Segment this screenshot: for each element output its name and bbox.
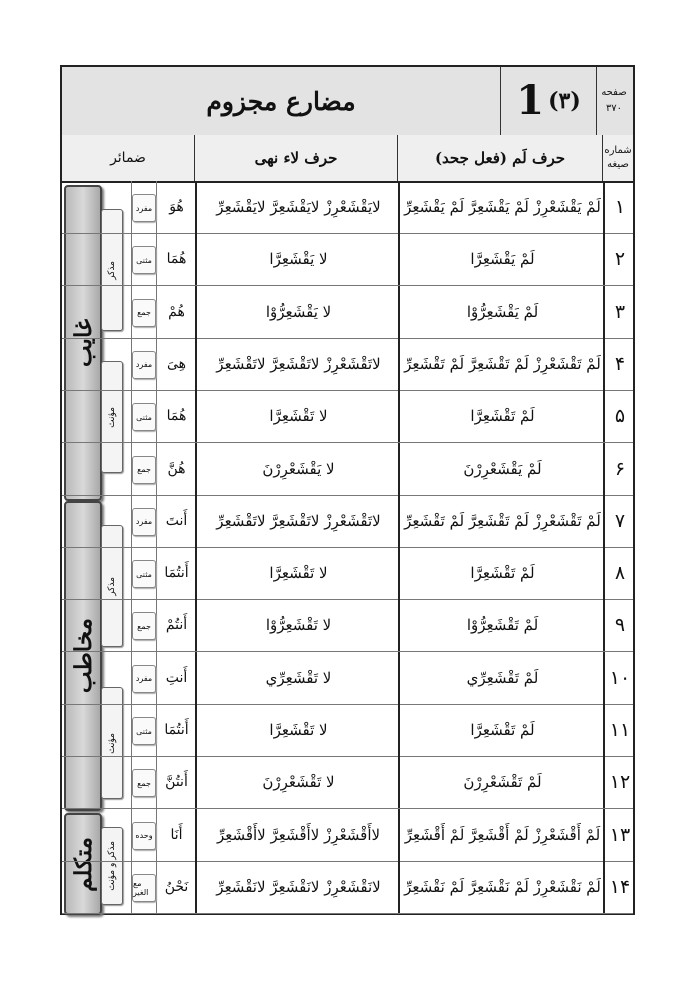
table-row: [62, 443, 633, 496]
pronoun: أَنتُمَا: [156, 704, 196, 756]
row-number: ١١: [603, 704, 635, 756]
lam-form: لَمْ تَقْشَعْرِزْ لَمْ تَقْشَعِرَّ لَمْ تَقْشَعِرِّ: [398, 338, 605, 390]
row-number: ١٠: [603, 652, 635, 704]
number-tag: جمع: [132, 456, 156, 484]
page-number: ٣٧٠: [605, 103, 623, 114]
pronoun: أَنَا: [156, 809, 196, 861]
number-tag: وحده: [132, 822, 156, 850]
nahi-form: لا يَقْشَعِرَّا: [195, 233, 400, 285]
number-tag: مفرد: [132, 351, 156, 379]
table-row: [62, 390, 633, 443]
table-row: [62, 704, 633, 757]
nahi-form: لايَقْشَعْرِزْ لايَقْشَعِرَّ لايَقْشَعِرِّ: [195, 181, 400, 233]
lam-form: لَمْ يَقْشَعِرَّا: [398, 233, 605, 285]
header-lam: حرف لَم (فعل جحد): [398, 135, 603, 181]
nahi-form: لا تَقْشَعِرَّا: [195, 390, 400, 442]
number-tag: مثنی: [132, 560, 156, 588]
group-mutakallim: متکلم: [64, 813, 102, 915]
page-title: مضارع مجزوم: [206, 86, 356, 116]
header-number-1: شماره: [604, 145, 632, 156]
pronoun: هُمْ: [156, 286, 196, 338]
page-number-box: [595, 67, 633, 135]
row-number: ١٢: [603, 756, 635, 808]
column-headers: [62, 135, 633, 183]
table-row: [62, 756, 633, 809]
nahi-form: لاأَقْشَعْرِزْ لاأَقْشَعِرَّ لاأَقْشَعِرِّ: [195, 809, 400, 861]
pronoun: نَحْنُ: [156, 861, 196, 913]
lam-form: لَمْ يَقْشَعْرِزْ لَمْ يَقْشَعِرَّ لَمْ يَقْشَعِرِّ: [398, 181, 605, 233]
number-tag: مثنی: [132, 403, 156, 431]
pronoun: أَنتُمَا: [156, 547, 196, 599]
table-row: [62, 181, 633, 234]
row-number: ٧: [603, 495, 635, 547]
pronoun: أَنتُنَّ: [156, 756, 196, 808]
nahi-form: لا تَقْشَعِرِّي: [195, 652, 400, 704]
nahi-form: لاتَقْشَعْرِزْ لاتَقْشَعِرَّ لاتَقْشَعِرِّ: [195, 338, 400, 390]
pronoun: هُنَّ: [156, 443, 196, 495]
gender-mudhakkar-2: مذکر: [101, 525, 123, 647]
nahi-form: لا تَقْشَعِرُّوْا: [195, 599, 400, 651]
pronoun: أَنتَ: [156, 495, 196, 547]
lam-form: لَمْ تَقْشَعِرِّي: [398, 652, 605, 704]
number-tag: مثنی: [132, 717, 156, 745]
number-tag: مثنی: [132, 246, 156, 274]
header-number: [603, 135, 633, 181]
conjugation-table: [60, 65, 635, 915]
header-number-2: صیغه: [607, 159, 629, 170]
number-tag: جمع: [132, 612, 156, 640]
pronoun: هُوَ: [156, 181, 196, 233]
number-tag: مع الغیر: [132, 874, 156, 902]
gender-muannath-1: مؤنث: [101, 361, 123, 473]
row-number: ١۴: [603, 861, 635, 913]
table-row: [62, 547, 633, 600]
pronoun: أَنتِ: [156, 652, 196, 704]
number-tag: مفرد: [132, 508, 156, 536]
lam-form: لَمْ تَقْشَعْرِرْنَ: [398, 756, 605, 808]
row-number: ۴: [603, 338, 635, 390]
table-row: [62, 809, 633, 862]
pronoun: أَنتُمْ: [156, 599, 196, 651]
row-number: ۶: [603, 443, 635, 495]
lesson-sub: (٣): [548, 88, 581, 114]
nahi-form: لا يَقْشَعِرُّوْا: [195, 286, 400, 338]
lam-form: لَمْ يَقْشَعِرُّوْا: [398, 286, 605, 338]
page-label: صفحه: [601, 87, 627, 98]
nahi-form: لاتَقْشَعْرِزْ لاتَقْشَعِرَّ لاتَقْشَعِرِّ: [195, 495, 400, 547]
number-tag: جمع: [132, 769, 156, 797]
lam-form: لَمْ تَقْشَعِرَّا: [398, 704, 605, 756]
number-tag: مفرد: [132, 194, 156, 222]
nahi-form: لا يَقْشَعْرِرْنَ: [195, 443, 400, 495]
title-bar: [62, 67, 633, 137]
lam-form: لَمْ تَقْشَعْرِزْ لَمْ تَقْشَعِرَّ لَمْ تَقْشَعِرِّ: [398, 495, 605, 547]
row-number: ١: [603, 181, 635, 233]
row-number: ٢: [603, 233, 635, 285]
gender-muannath-2: مؤنث: [101, 687, 123, 799]
pronoun: هُمَا: [156, 390, 196, 442]
row-number: ٩: [603, 599, 635, 651]
pronoun: هُمَا: [156, 233, 196, 285]
lam-form: لَمْ نَقْشَعْرِزْ لَمْ نَقْشَعِرَّ لَمْ نَقْشَعِرِّ: [398, 861, 605, 913]
table-row: [62, 652, 633, 705]
lam-form: لَمْ أَقْشَعْرِزْ لَمْ أَقْشَعِرَّ لَمْ أَقْشَعِرِّ: [398, 809, 605, 861]
row-number: ١٣: [603, 809, 635, 861]
header-nahi: حرف لاء نهی: [195, 135, 398, 181]
nahi-form: لا تَقْشَعِرَّا: [195, 547, 400, 599]
group-mukhatab: مخاطب: [64, 501, 102, 811]
nahi-form: لا تَقْشَعْرِرْنَ: [195, 756, 400, 808]
table-row: [62, 338, 633, 391]
table-row: [62, 599, 633, 652]
lam-form: لَمْ تَقْشَعِرَّا: [398, 547, 605, 599]
lesson-main: 1: [516, 77, 545, 124]
number-tag: جمع: [132, 299, 156, 327]
row-number: ۵: [603, 390, 635, 442]
gender-both: مذکر و مؤنث: [101, 827, 123, 905]
table-row: [62, 233, 633, 286]
row-number: ٣: [603, 286, 635, 338]
pronoun: هِیَ: [156, 338, 196, 390]
lam-form: لَمْ تَقْشَعِرَّا: [398, 390, 605, 442]
nahi-form: لا تَقْشَعِرَّا: [195, 704, 400, 756]
row-number: ٨: [603, 547, 635, 599]
table-row: [62, 286, 633, 339]
table-row: [62, 495, 633, 548]
gender-mudhakkar-1: مذکر: [101, 209, 123, 331]
lam-form: لَمْ تَقْشَعِرُّوْا: [398, 599, 605, 651]
table-row: [62, 861, 633, 914]
header-pronouns: ضمائر: [62, 135, 195, 181]
lesson-number: [500, 67, 597, 135]
number-tag: مفرد: [132, 665, 156, 693]
group-ghaib: غایب: [64, 185, 102, 501]
lam-form: لَمْ يَقْشَعْرِرْنَ: [398, 443, 605, 495]
nahi-form: لانَقْشَعْرِزْ لانَقْشَعِرَّ لانَقْشَعِرِّ: [195, 861, 400, 913]
